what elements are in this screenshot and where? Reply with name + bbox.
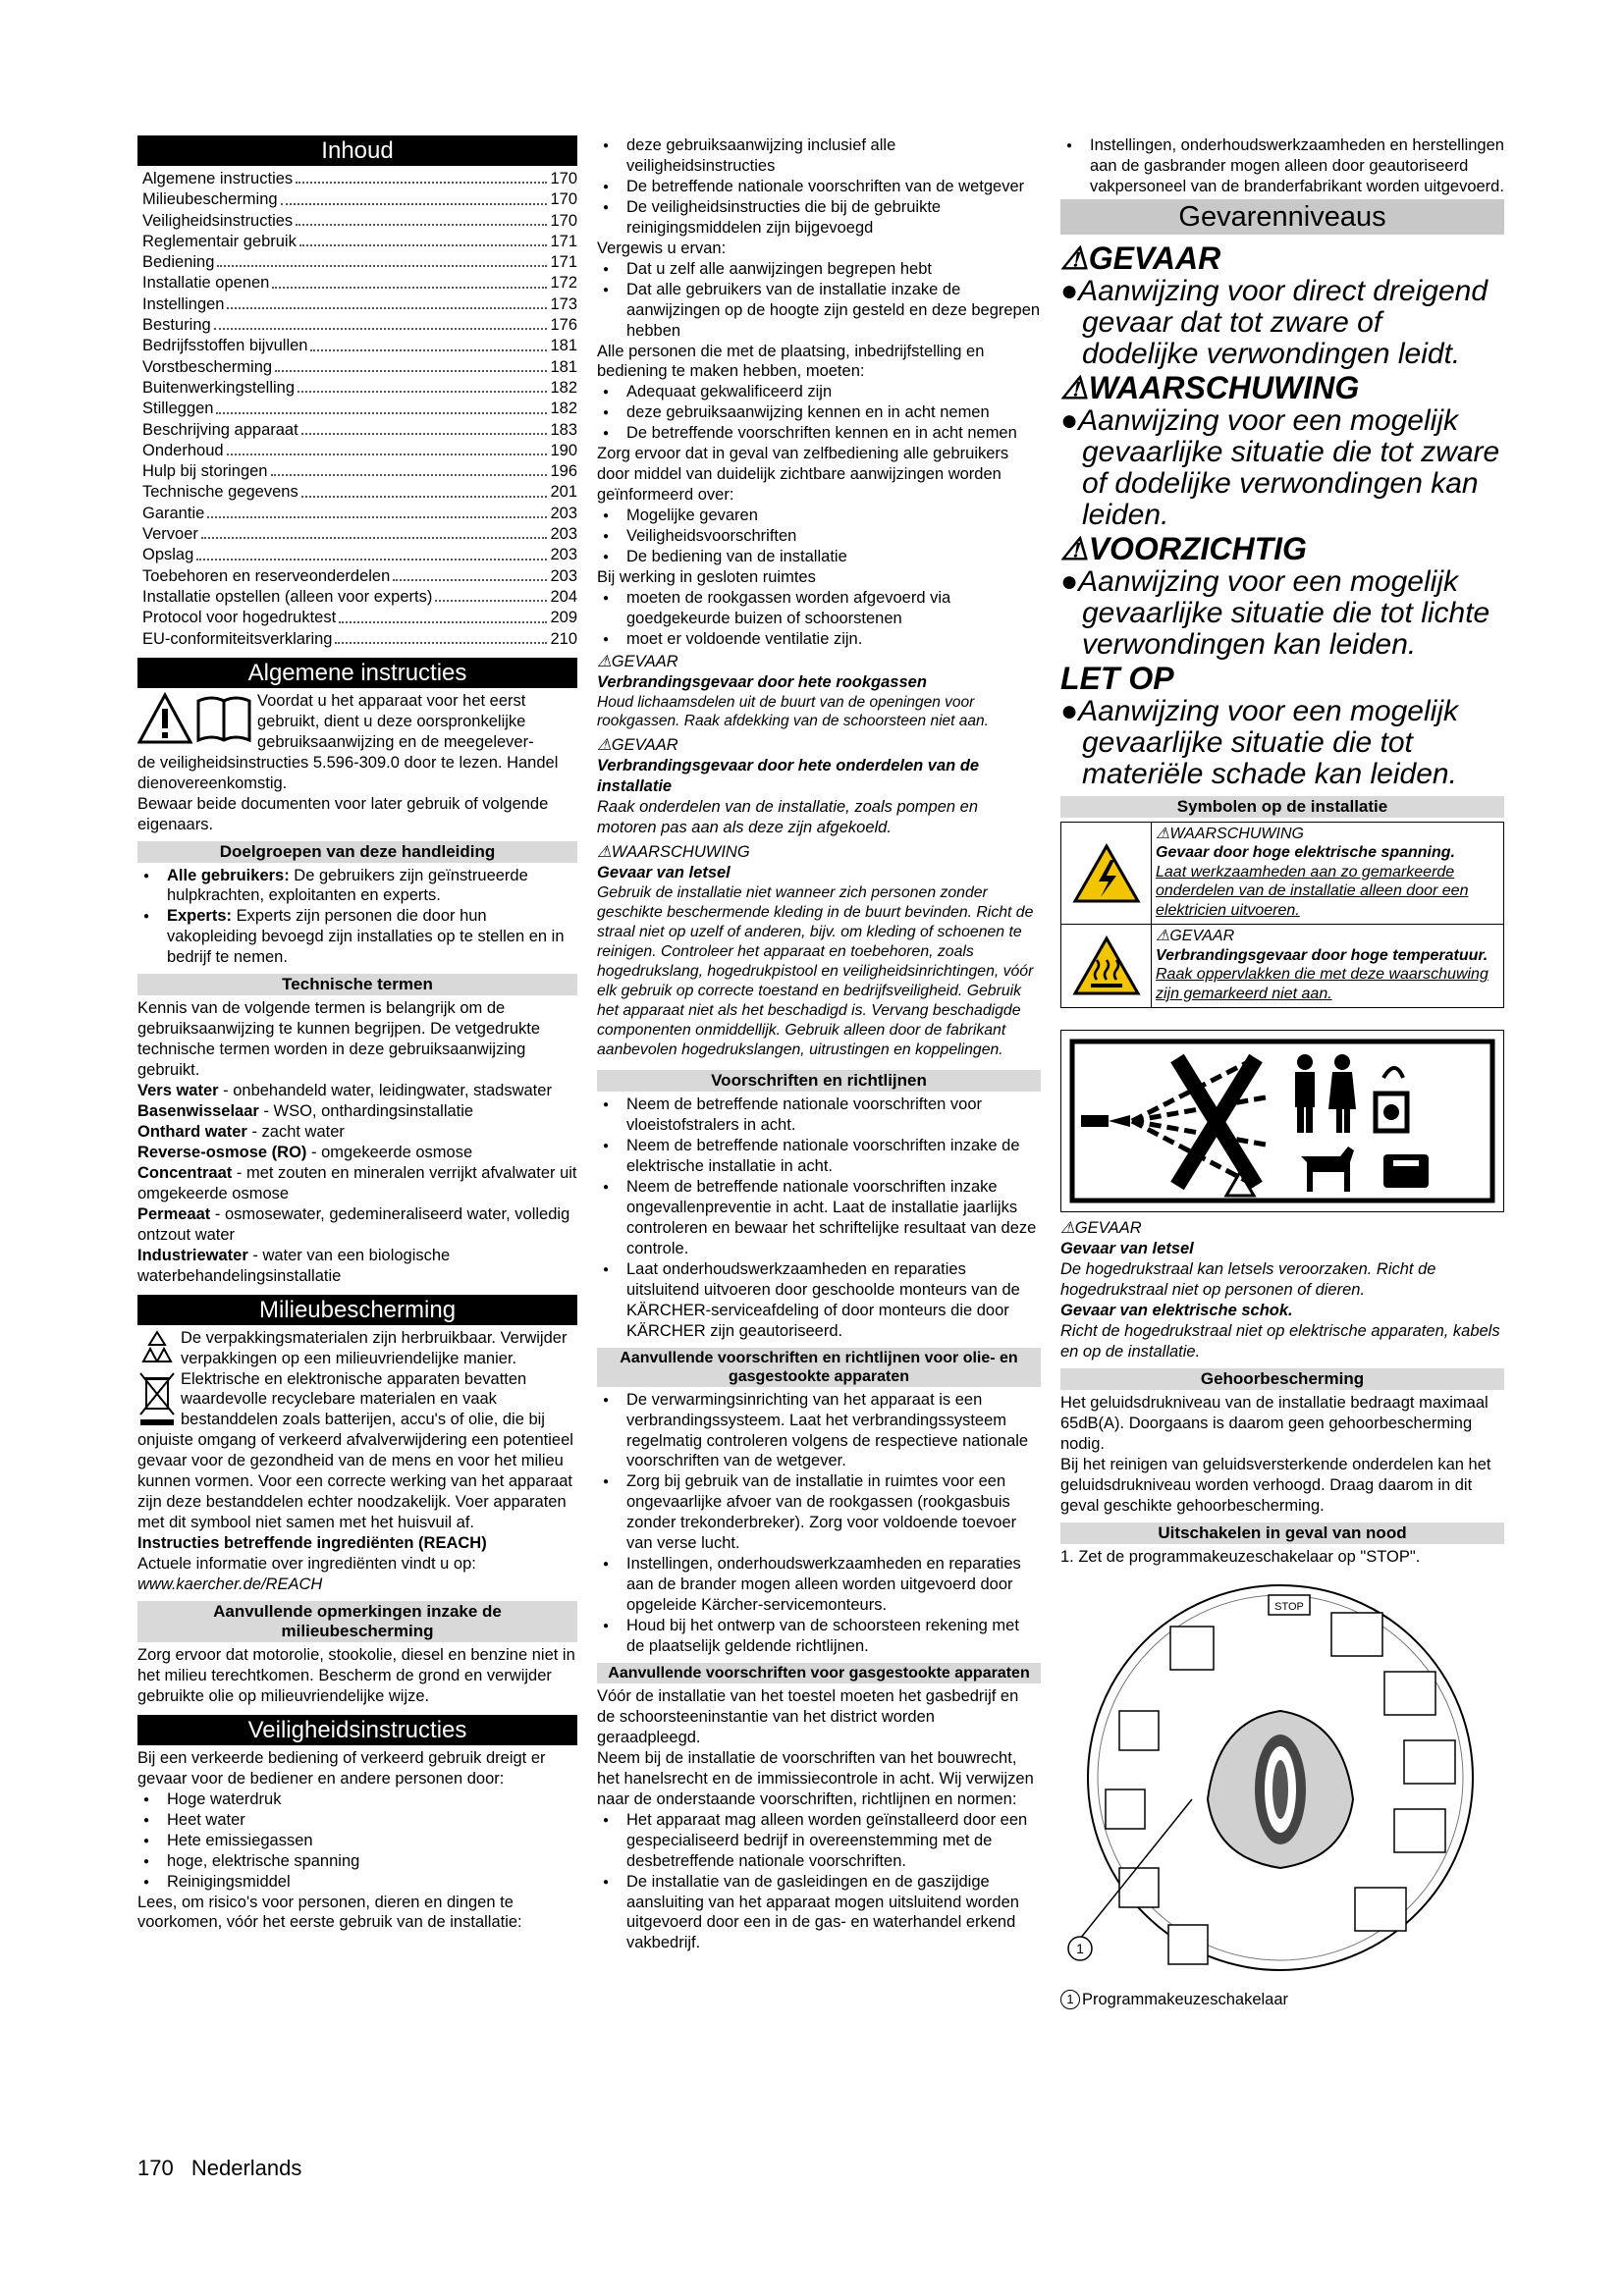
hazard-level-text: ●Aanwijzing voor een mogelijk gevaarlijke situatie die tot lichte verwondingen kan leiden.	[1060, 564, 1490, 661]
toc-page: 203	[550, 566, 577, 585]
toc-page: 204	[550, 587, 577, 606]
symbol-cell	[1061, 924, 1152, 1007]
warning-block-1	[597, 652, 1041, 731]
reach-link[interactable]: www.kaercher.de/REACH	[137, 1575, 323, 1594]
no-spray-people-icon	[1069, 1039, 1495, 1203]
hazard-levels	[1060, 240, 1504, 790]
toc-page: 170	[550, 170, 577, 187]
list-item: ● De verwarmingsinrichting van het apparaat is een verbrandingssysteem. Laat het verbrandingssysteem regelmatig controleren volgens de respectieve nationale voorschriften van de wetgever.	[597, 1390, 1041, 1472]
toc-page: 171	[550, 253, 577, 272]
toc-dots	[301, 482, 548, 497]
sym-title: Verbrandingsgevaar door hoge temperatuur.	[1156, 946, 1489, 964]
list-item: ● Veiligheidsvoorschriften	[597, 526, 1041, 547]
list-term: Alle gebruikers:	[167, 866, 290, 884]
crossed-bin-icon	[137, 1369, 177, 1426]
dial-stop-label: STOP	[1274, 1600, 1304, 1613]
toc-label: Buitenwerkingstelling	[142, 378, 296, 397]
warning-text: Raak onderdelen van de installatie, zoals pompen en motoren pas aan als deze zijn afgekoeld.	[597, 797, 979, 836]
list-item: ● Houd bij het ontwerp van de schoorsteen rekening met de plaatselijk geldende richtlijnen.	[597, 1616, 1041, 1657]
toc-dots	[296, 169, 547, 184]
vergewis: Vergewis u ervan:	[597, 239, 727, 257]
list-item: ● De betreffende voorschriften kennen en in acht nemen	[597, 423, 1041, 444]
brander-list	[1060, 135, 1504, 197]
warning-text: Gebruik de installatie niet wanneer zich personen zonder geschikte beschermende kleding in de buurt bevinden. Richt de straal niet op uzelf of anderen, bijv. om kleding of schoenen te reinigen. Controleer het apparaat en toebehoren, zoals hogedrukslang, hogedrukpistool en veiligheidsinrichtingen, vóór elk gebruik op correcte toestand en bedrijfsveiligheid. Gebruik het apparaat niet als het beschadigd is. Vervang beschadigde componenten onmiddellijk. Gebruik alleen door de fabrikant aanbevolen hogedrukslangen, uitrustingen en koppelingen.	[597, 883, 1034, 1059]
hazard-level-text: ●Aanwijzing voor een mogelijk gevaarlijke situatie die tot zware of dodelijke verwondingen kan leiden.	[1060, 403, 1500, 531]
warning-block-2	[597, 735, 1041, 838]
toc-page: 210	[550, 629, 577, 648]
toc-dots	[435, 587, 547, 602]
sub-heading-symbolen: Symbolen op de installatie	[1060, 796, 1504, 818]
warning-book-icon	[137, 691, 253, 746]
term-name: Industriewater	[137, 1246, 248, 1264]
milieu-weee	[137, 1369, 577, 1534]
g-text-1: De hogedrukstraal kan letsels veroorzaken. Richt de hogedrukstraal niet op personen of dieren.	[1060, 1260, 1436, 1300]
term-name: Onthard water	[137, 1122, 247, 1141]
figure-caption	[1060, 1990, 1504, 2010]
section-heading-algemene: Algemene instructies	[137, 658, 577, 688]
alg-p1-inline: Voordat u het apparaat voor het eerst gebruikt, dient u deze oorspronkelijke gebruiksaanwijzing en de meegelever-	[257, 691, 534, 751]
g-title-1: Gevaar van letsel	[1060, 1240, 1194, 1258]
list-item: ● Dat alle gebruikers van de installatie inzake de aanwijzingen op de hoogte zijn gesteld en deze begrepen hebben	[597, 280, 1041, 342]
sub-heading-gas: Aanvullende voorschriften voor gasgestookte apparaten	[597, 1663, 1041, 1683]
hazard-level-text: ●Aanwijzing voor direct dreigend gevaar dat tot zware of dodelijke verwondingen leidt.	[1060, 274, 1489, 370]
caption-number: 1	[1060, 1990, 1080, 2009]
list-item: ● Laat onderhoudswerkzaamheden en reparaties uitsluitend uitvoeren door geschoolde monteurs van de KÄRCHER-serviceafdeling of door monteurs die door KÄRCHER zijn geautoriseerd.	[597, 1259, 1041, 1342]
veil-outro: Lees, om risico's voor personen, dieren en dingen te voorkomen, vóór het eerste gebruik van de installatie:	[137, 1893, 522, 1932]
toc-page: 182	[550, 378, 577, 397]
term-def: - onbehandeld water, leidingwater, stadswater	[218, 1082, 552, 1100]
hazard-level-label: ⚠WAARSCHUWING	[1060, 369, 1360, 405]
page-number: 170	[137, 2156, 174, 2180]
list-item: ● Neem de betreffende nationale voorschriften inzake ongevallenpreventie in acht. Laat de installatie jaarlijks controleren en bewaar het schriftelijke resultaat van deze controle.	[597, 1177, 1041, 1259]
program-dial-figure	[1060, 1574, 1504, 1986]
toc-dots	[299, 232, 548, 246]
toc-row	[137, 189, 577, 210]
list-text: Experts zijn personen die door hun vakopleiding bevoegd zijn installaties op te stellen en in bedrijf te nemen.	[167, 907, 565, 967]
term-def: - zacht water	[246, 1122, 345, 1141]
list-item: ● De installatie van de gasleidingen en de gaszijdige aansluiting van het apparaat mogen uitsluitend worden uitgevoerd door een in de gas- en waterhandel erkend vakbedrijf.	[597, 1872, 1041, 1954]
vergewis-list	[597, 259, 1041, 342]
veil-intro: Bij een verkeerde bediening of verkeerd gebruik dreigt er gevaar voor de bediener en andere personen door:	[137, 1748, 546, 1788]
spray-warning-pictogram	[1060, 1030, 1504, 1212]
toc-label: Opslag	[142, 546, 194, 564]
toc-row	[137, 294, 577, 315]
gas-p1: Vóór de installatie van het toestel moeten het gasbedrijf en de schoorsteeninstantie van het district worden geraadpleegd.	[597, 1687, 1019, 1746]
page-footer	[137, 2155, 301, 2182]
warning-level: ⚠WAARSCHUWING	[597, 842, 750, 861]
list-item: ● moet er voldoende ventilatie zijn.	[597, 629, 1041, 650]
high-voltage-icon	[1071, 842, 1142, 905]
toc-row	[137, 273, 577, 294]
symbols-table	[1060, 822, 1504, 1009]
sym-level: ⚠WAARSCHUWING	[1156, 825, 1304, 842]
toc-page: 176	[550, 316, 577, 335]
term-row	[137, 1246, 577, 1287]
term-name: Basenwisselaar	[137, 1102, 259, 1121]
section-heading-gevarenniveaus: Gevarenniveaus	[1060, 199, 1504, 235]
alg-p2: Bewaar beide documenten voor later gebruik of volgende eigenaars.	[137, 794, 549, 833]
toc-page: 203	[550, 504, 577, 522]
uit-step: 1. Zet de programmakeuzeschakelaar op "STOP".	[1060, 1547, 1421, 1566]
term-def: - water van een biologische waterbehandelingsinstallatie	[137, 1246, 451, 1285]
alg-p1-rest: de veiligheidsinstructies 5.596-309.0 door te lezen. Handel dienovereenkomstig.	[137, 753, 559, 792]
symbol-desc	[1152, 924, 1503, 1007]
toc-row	[137, 399, 577, 419]
sym-level: ⚠GEVAAR	[1156, 928, 1235, 945]
warning-text: Houd lichaamsdelen uit de buurt van de openingen voor rookgassen. Raak afdekking van de schoorsteen niet aan.	[597, 693, 989, 730]
hot-surface-icon	[1071, 934, 1142, 997]
list-item: ● Dat u zelf alle aanwijzingen begrepen hebt	[597, 259, 1041, 280]
term-row	[137, 1143, 577, 1163]
list-item: ● deze gebruiksaanwijzing kennen en in acht nemen	[597, 402, 1041, 423]
alg-intro	[137, 691, 577, 753]
list-item: ● Neem de betreffende nationale voorschriften voor vloeistofstralers in acht.	[597, 1095, 1041, 1136]
term-row	[137, 1101, 577, 1122]
toc-page: 203	[550, 525, 577, 544]
reach-title: Instructies betreffende ingrediënten (REACH)	[137, 1534, 487, 1553]
symbol-desc	[1152, 823, 1503, 925]
sym-title: Gevaar door hoge elektrische spanning.	[1156, 844, 1455, 862]
toc-dots	[310, 336, 547, 350]
list-item	[137, 906, 577, 968]
gas-list	[597, 1810, 1041, 1954]
toc-dots	[201, 524, 548, 539]
toc-label: Installatie openen	[142, 274, 270, 293]
toc-row	[137, 608, 577, 628]
toc-dots	[217, 252, 547, 267]
toc-page: 170	[550, 211, 577, 230]
milieu-p1: De verpakkingsmaterialen zijn herbruikbaar. Verwijder verpakkingen op een milieuvriendelijke manier.	[181, 1328, 568, 1367]
term-name: Reverse-osmose (RO)	[137, 1143, 307, 1161]
hazard-level-label: ⚠GEVAAR	[1060, 240, 1221, 276]
ruimtes-list	[597, 588, 1041, 650]
list-item: ● Hete emissiegassen	[137, 1831, 577, 1851]
toc-page: 172	[550, 274, 577, 293]
sub-heading-olie-gas: Aanvullende voorschriften en richtlijnen voor olie- en gasgestookte apparaten	[597, 1348, 1041, 1387]
aanv-text: Zorg ervoor dat motorolie, stookolie, diesel en benzine niet in het milieu terechtkomen. Bescherm de grond en verwijder gebruikte olie op milieuvriendelijke wijze.	[137, 1646, 575, 1705]
toc-row	[137, 587, 577, 608]
toc-dots	[207, 504, 547, 518]
column-3	[1060, 135, 1504, 2010]
warning-title: Verbrandingsgevaar door hete rookgassen	[597, 672, 927, 691]
toc-label: Milieubescherming	[142, 190, 278, 209]
dial-callout-number: 1	[1076, 1940, 1084, 1956]
list-item: ● Instellingen, onderhoudswerkzaamheden en herstellingen aan de gasbrander mogen alleen door geautoriseerd vakpersoneel van de branderfabrikant worden uitgevoerd.	[1060, 135, 1504, 197]
toc-row	[137, 524, 577, 545]
toc-dots	[393, 566, 547, 581]
term-name: Permeaat	[137, 1204, 211, 1223]
term-def: - WSO, onthardingsinstallatie	[258, 1102, 474, 1121]
list-item: ● Hoge waterdruk	[137, 1789, 577, 1810]
sym-text: Raak oppervlakken die met deze waarschuwing zijn gemarkeerd niet aan.	[1156, 966, 1489, 1002]
toc-label: Onderhoud	[142, 441, 224, 459]
toc-label: Besturing	[142, 316, 211, 335]
toc-page: 203	[550, 546, 577, 564]
list-item: ● Zorg bij gebruik van de installatie in ruimtes voor een ongevaarlijke afvoer van de rookgassen (rookgasbuis zonder trekonderbreker). Zorg voor voldoende toevoer van verse lucht.	[597, 1471, 1041, 1554]
toc-row	[137, 420, 577, 441]
sub-heading-voorschriften: Voorschriften en richtlijnen	[597, 1070, 1041, 1092]
toc-row	[137, 357, 577, 378]
hazard-level-label: LET OP	[1060, 660, 1174, 696]
personen: Alle personen die met de plaatsing, inbedrijfstelling en bediening te maken hebben, moeten:	[597, 342, 985, 381]
toc-label: Instellingen	[142, 294, 225, 313]
toc-label: Algemene instructies	[142, 170, 294, 187]
caption-text: Programmakeuzeschakelaar	[1082, 1990, 1289, 2008]
warning-block-3	[597, 842, 1041, 1060]
toc-label: Technische gegevens	[142, 483, 298, 502]
toc-dots	[298, 378, 547, 393]
toc-page: 173	[550, 294, 577, 313]
g-title-2: Gevaar van elektrische schok.	[1060, 1302, 1293, 1320]
toc-page: 201	[550, 483, 577, 502]
list-item: ● Neem de betreffende nationale voorschriften inzake de elektrische installatie in acht.	[597, 1136, 1041, 1177]
g-level: ⚠GEVAAR	[1060, 1219, 1142, 1238]
veiligheid-list	[137, 1789, 577, 1893]
term-name: Concentraat	[137, 1163, 233, 1182]
toc-dots	[271, 461, 548, 476]
hazard-level-label: ⚠VOORZICHTIG	[1060, 530, 1307, 566]
warning-level: ⚠GEVAAR	[597, 652, 678, 670]
toc-page: 181	[550, 337, 577, 355]
toc-dots	[227, 441, 548, 455]
list-item: ● deze gebruiksaanwijzing inclusief alle veiligheidsinstructies	[597, 135, 1041, 177]
toc-page: 190	[550, 441, 577, 459]
zorg: Zorg ervoor dat in geval van zelfbediening alle gebruikers door middel van duidelijk zichtbare aanwijzingen worden geïnformeerd over:	[597, 445, 1009, 505]
toc-row	[137, 504, 577, 524]
zorg-list	[597, 506, 1041, 567]
toc-label: Vorstbescherming	[142, 357, 273, 376]
list-item: ● Instellingen, onderhoudswerkzaamheden en reparaties aan de brander mogen alleen worden uitgevoerd door opgeleide Kärcher-servicemonteurs.	[597, 1554, 1041, 1616]
toc-label: Vervoer	[142, 525, 198, 544]
term-row	[137, 1204, 577, 1246]
toc-dots	[216, 399, 547, 413]
toc-row	[137, 545, 577, 565]
personen-list	[597, 382, 1041, 444]
doelgroepen-list	[137, 866, 577, 969]
term-name: Vers water	[137, 1082, 219, 1100]
section-heading-veiligheid: Veiligheidsinstructies	[137, 1715, 577, 1745]
toc-page: 196	[550, 462, 577, 481]
technical-terms-list	[137, 1081, 577, 1287]
list-item: ● De veiligheidsinstructies die bij de gebruikte reinigingsmiddelen zijn bijgevoegd	[597, 197, 1041, 239]
toc-row	[137, 336, 577, 356]
program-selector-dial[interactable]	[1060, 1574, 1504, 1986]
geh-p2: Bij het reinigen van geluidsversterkende onderdelen kan het geluidsdrukniveau worden verhoogd. Draag daarom in dit geval geschikte gehoorbescherming.	[1060, 1455, 1491, 1515]
term-def: - met zouten en mineralen verrijkt afvalwater uit omgekeerde osmose	[137, 1163, 577, 1202]
toc-dots	[214, 315, 548, 330]
table-of-contents	[137, 169, 577, 650]
list-text: De gebruikers zijn geïnstrueerde hulpkrachten, exploitanten en experts.	[167, 866, 528, 905]
toc-dots	[281, 189, 548, 204]
column-2	[597, 135, 1041, 1953]
toc-page: 170	[550, 190, 577, 209]
list-item	[137, 866, 577, 907]
toc-dots	[335, 629, 547, 644]
section-heading-milieu: Milieubescherming	[137, 1295, 577, 1325]
toc-row	[137, 232, 577, 252]
toc-row	[137, 461, 577, 482]
toc-row	[137, 441, 577, 461]
toc-label: Reglementair gebruik	[142, 232, 297, 250]
list-item: ● Adequaat gekwalificeerd zijn	[597, 382, 1041, 402]
term-row	[137, 1122, 577, 1143]
olie-gas-list	[597, 1390, 1041, 1657]
list-item: ● Het apparaat mag alleen worden geïnstalleerd door een gespecialiseerd bedrijf in overeenstemming met de desbetreffende nationale voorschriften.	[597, 1810, 1041, 1872]
warning-title: Verbrandingsgevaar door hete onderdelen van de installatie	[597, 757, 980, 795]
sub-heading-gehoor: Gehoorbescherming	[1060, 1368, 1504, 1390]
list-item: ● De betreffende nationale voorschriften van de wetgever	[597, 177, 1041, 197]
toc-row	[137, 629, 577, 650]
toc-page: 183	[550, 420, 577, 439]
gas-p2: Neem bij de installatie de voorschriften van het bouwrecht, het hanelsrecht en de immissiecontrole in acht. Wij verwijzen naar de onderstaande voorschriften, richtlijnen en normen:	[597, 1748, 1034, 1808]
term-row	[137, 1163, 577, 1204]
toc-row	[137, 566, 577, 587]
toc-label: Hulp bij storingen	[142, 462, 268, 481]
list-item: ● Reinigingsmiddel	[137, 1872, 577, 1893]
list-item: ● De bediening van de installatie	[597, 547, 1041, 567]
term-row	[137, 1081, 577, 1101]
milieu-p2: Elektrische en elektronische apparaten bevatten waardevolle recyclebare materialen en vaak bestanddelen zoals batterijen, accu's of olie, die bij onjuiste omgang of verkeerd afvalverwijdering een potentieel gevaar voor de gezondheid van de mens en voor het milieu kunnen vormen. Voor een correcte werking van het apparaat zijn deze bestanddelen echter noodzakelijk. Voer apparaten met dit symbool niet samen met het huisvuil af.	[137, 1369, 573, 1532]
toc-heading: Inhoud	[137, 135, 577, 166]
warning-level: ⚠GEVAAR	[597, 736, 678, 755]
toc-page: 209	[550, 609, 577, 627]
list-term: Experts:	[167, 907, 233, 926]
toc-label: EU-conformiteitsverklaring	[142, 629, 333, 648]
toc-label: Installatie opstellen (alleen voor experts)	[142, 587, 433, 606]
warning-title: Gevaar van letsel	[597, 863, 731, 881]
term-def: - osmosewater, gedemineraliseerd water, volledig ontzout water	[137, 1204, 570, 1244]
toc-label: Toebehoren en reserveonderdelen	[142, 566, 391, 585]
voorschriften-list	[597, 1095, 1041, 1341]
toc-dots	[296, 211, 547, 226]
toc-label: Garantie	[142, 504, 205, 522]
toc-dots	[301, 420, 548, 435]
list-item: ● moeten de rookgassen worden afgevoerd via goedgekeurde buizen of schoorstenen	[597, 588, 1041, 629]
hazard-level-text: ●Aanwijzing voor een mogelijk gevaarlijke situatie die tot materiële schade kan leiden.	[1060, 694, 1458, 790]
toc-page: 171	[550, 232, 577, 250]
milieu-recycle	[137, 1328, 577, 1369]
toc-row	[137, 211, 577, 232]
lees-list	[597, 135, 1041, 239]
reach-text: Actuele informatie over ingrediënten vindt u op:	[137, 1555, 476, 1574]
toc-label: Veiligheidsinstructies	[142, 211, 294, 230]
toc-dots	[227, 294, 547, 309]
recycle-icon	[137, 1328, 177, 1367]
term-def: - omgekeerde osmose	[306, 1143, 473, 1161]
toc-dots	[339, 608, 547, 622]
sub-heading-uitschakelen: Uitschakelen in geval van nood	[1060, 1522, 1504, 1544]
page-language: Nederlands	[190, 2156, 302, 2180]
toc-label: Bediening	[142, 253, 215, 272]
geh-p1: Het geluidsdrukniveau van de installatie bedraagt maximaal 65dB(A). Doorgaans is daarom geen gehoorbescherming nodig.	[1060, 1394, 1489, 1453]
g-text-2: Richt de hogedrukstraal niet op elektrische apparaten, kabels en op de installatie.	[1060, 1322, 1500, 1362]
toc-page: 182	[550, 400, 577, 418]
toc-dots	[272, 273, 547, 288]
sub-heading-technische-termen: Technische termen	[137, 974, 577, 995]
toc-row	[137, 169, 577, 189]
sym-text: Laat werkzaamheden aan zo gemarkeerde onderdelen van de installatie alleen door een elektricien uitvoeren.	[1156, 863, 1469, 919]
list-item: ● hoge, elektrische spanning	[137, 1851, 577, 1872]
sub-heading-doelgroepen: Doelgroepen van deze handleiding	[137, 841, 577, 863]
toc-page: 181	[550, 357, 577, 376]
list-item: ● Mogelijke gevaren	[597, 506, 1041, 526]
tech-intro: Kennis van de volgende termen is belangrijk om de gebruiksaanwijzing te kunnen begrijpen. De vetgedrukte technische termen worden in deze gebruiksaanwijzing gebruikt.	[137, 999, 541, 1080]
toc-row	[137, 378, 577, 399]
list-item: ● Heet water	[137, 1810, 577, 1831]
toc-label: Stilleggen	[142, 400, 214, 418]
toc-dots	[196, 545, 547, 560]
toc-label: Beschrijving apparaat	[142, 420, 298, 439]
sub-heading-aanvullende-milieu: Aanvullende opmerkingen inzake de milieubescherming	[137, 1601, 577, 1642]
toc-dots	[275, 357, 547, 372]
toc-row	[137, 482, 577, 503]
toc-row	[137, 252, 577, 273]
toc-label: Bedrijfsstoffen bijvullen	[142, 337, 308, 355]
ruimtes: Bij werking in gesloten ruimtes	[597, 568, 816, 587]
column-1	[137, 135, 577, 1933]
toc-label: Protocol voor hogedruktest	[142, 609, 337, 627]
toc-row	[137, 315, 577, 336]
symbol-cell	[1061, 823, 1152, 925]
